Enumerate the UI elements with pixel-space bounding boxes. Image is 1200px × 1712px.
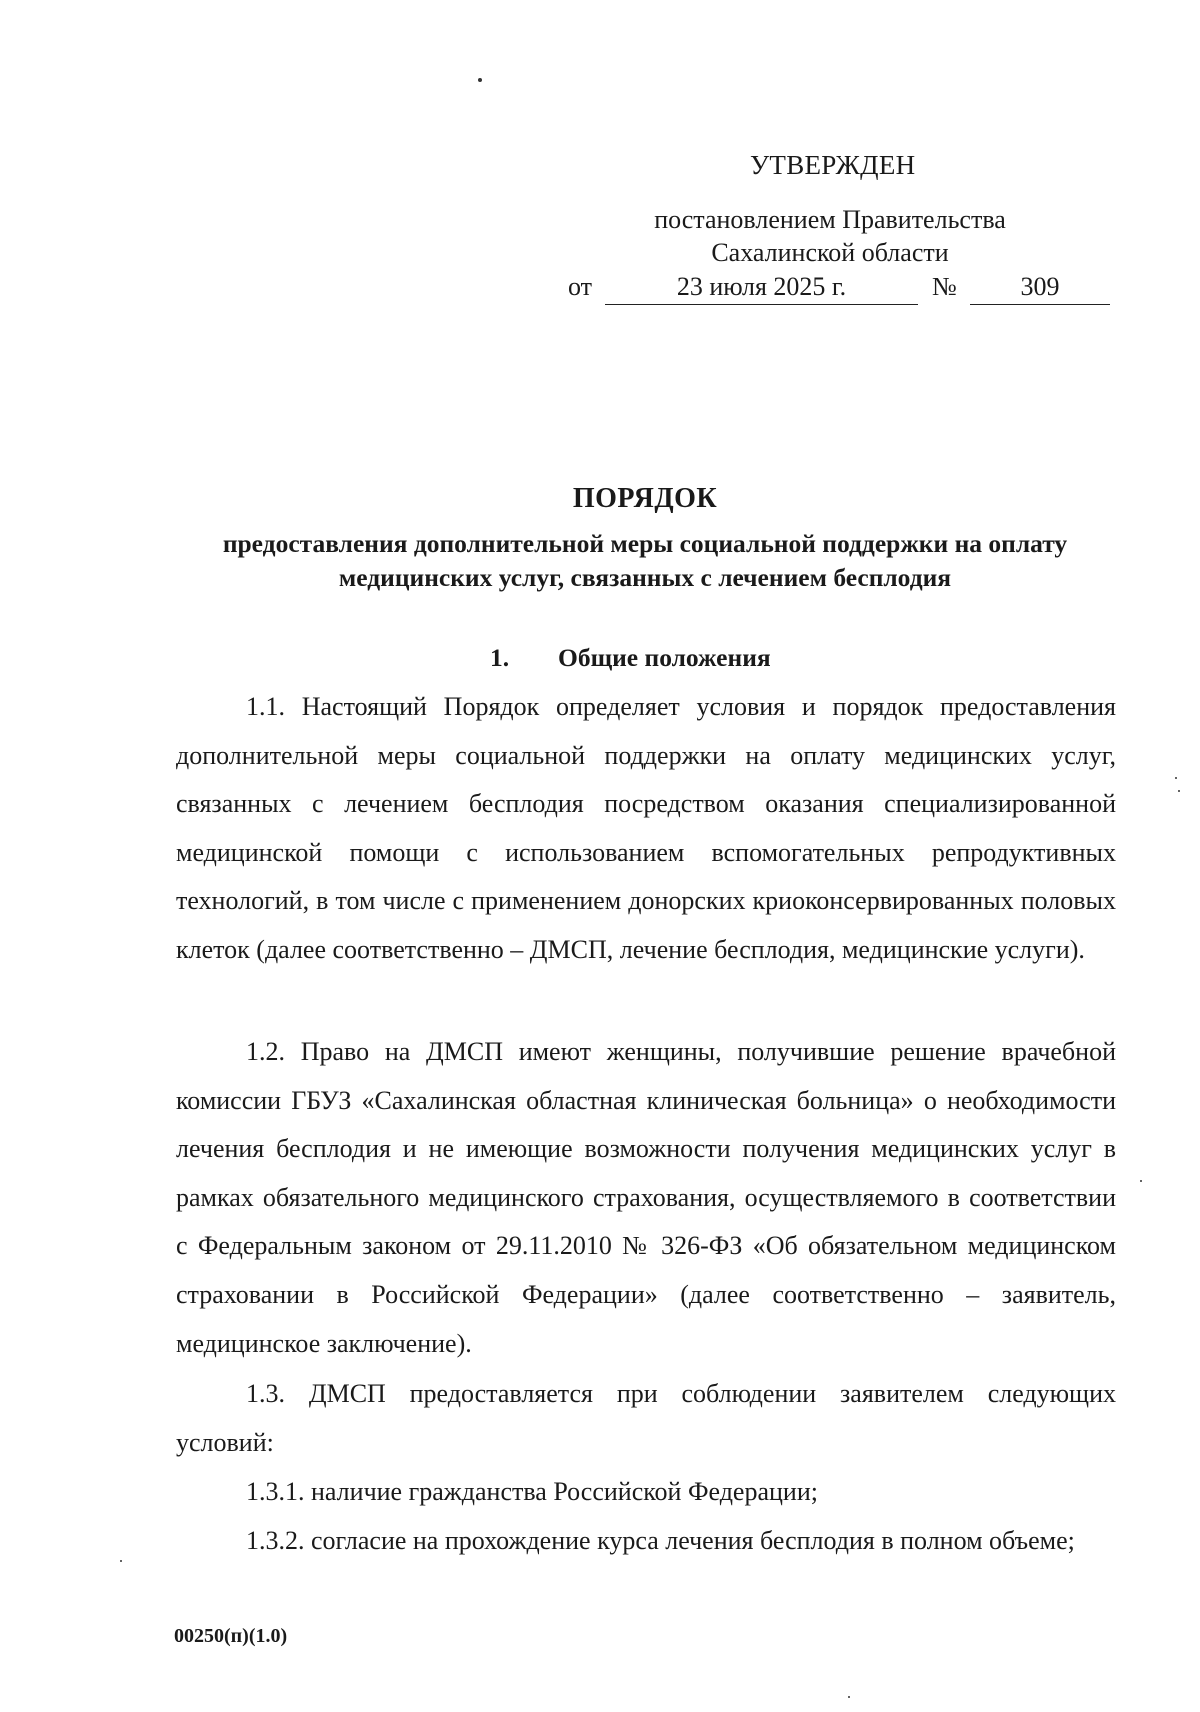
approval-date: 23 июля 2025 г. (605, 272, 918, 305)
paragraph-1-2: 1.2. Право на ДМСП имеют женщины, получившие решение врачебной комиссии ГБУЗ «Сахалинская областная клиническая больница» о необходимости лечения бесплодия и не имеющие возможности получения медицинских услуг в рамках обязательного медицинского страхования, осуществляемого в соответствии с Федеральным законом от 29.11.2010 № 326-ФЗ «Об обязательном медицинском страховании в Российской Федерации» (далее соответственно – заявитель, медицинское заключение). (176, 1037, 1116, 1358)
approval-heading: УТВЕРЖДЕН (750, 150, 916, 180)
scan-speck (1178, 790, 1180, 792)
scan-speck (478, 78, 482, 82)
paragraph-1-3-2: 1.3.2. согласие на прохождение курса лечения бесплодия в полном объеме; (246, 1526, 1075, 1555)
paragraph-1-3: 1.3. ДМСП предоставляется при соблюдении заявителем следующих условий: (176, 1379, 1116, 1457)
approval-line-resolution: постановлением Правительства (654, 205, 1006, 234)
section-number: 1. (490, 643, 510, 672)
scan-speck (848, 1696, 850, 1698)
document-subtitle: предоставления дополнительной меры социальной поддержки на оплату медицинских услуг, связанных с лечением бесплодия (222, 529, 1068, 592)
approval-number: 309 (970, 272, 1110, 305)
paragraph-1-1: 1.1. Настоящий Порядок определяет условия и порядок предоставления дополнительной меры социальной поддержки на оплату медицинских услуг, связанных с лечением бесплодия посредством оказания специализированной медицинской помощи с использованием вспомогательных репродуктивных технологий, в том числе с применением донорских криоконсервированных половых клеток (далее соответственно – ДМСП, лечение бесплодия, медицинские услуги). (176, 692, 1116, 964)
scan-speck (120, 1560, 122, 1562)
section-title: Общие положения (558, 643, 771, 672)
paragraph-1-3-1: 1.3.1. наличие гражданства Российской Федерации; (246, 1477, 818, 1506)
approval-date-line (560, 272, 1120, 308)
form-code: 00250(п)(1.0) (174, 1625, 288, 1647)
scan-speck (1140, 1180, 1142, 1182)
document-title: ПОРЯДОК (572, 483, 718, 514)
approval-line-region: Сахалинской области (711, 238, 949, 267)
scan-speck (1175, 777, 1177, 779)
number-prefix: № (932, 272, 957, 301)
date-prefix: от (568, 272, 593, 301)
